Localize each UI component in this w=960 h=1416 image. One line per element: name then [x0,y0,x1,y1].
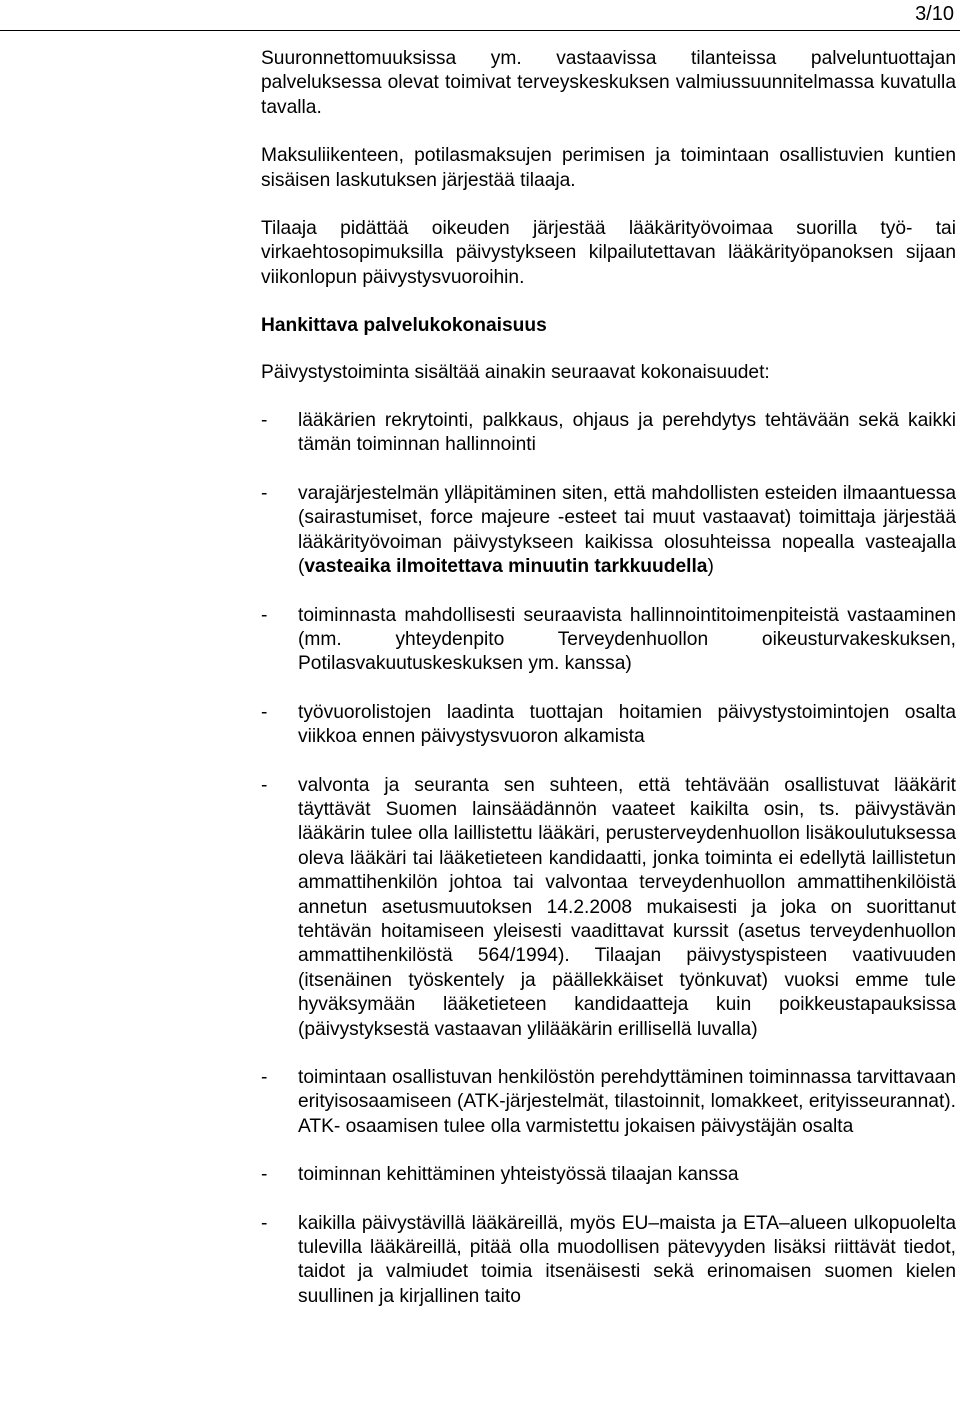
list-item [261,1066,956,1139]
list-item-text: toiminnasta mahdollisesti seuraavista hallinnointitoimenpiteistä vastaaminen (mm. yhteydenpito Terveydenhuollon oikeusturvakeskuksen, Potilasvakuutuskeskuksen ym. kanssa) [298,604,956,675]
service-list [261,409,956,1309]
paragraph-payments: Maksuliikenteen, potilasmaksujen perimisen ja toimintaan osallistuvien kuntien sisäisen laskutuksen järjestää tilaaja. [261,145,956,191]
list-item-text: toiminnan kehittäminen yhteistyössä tilaajan kanssa [298,1164,739,1186]
list-dash: - [261,701,268,723]
list-item-text-end: ) [707,556,714,578]
list-dash: - [261,1067,268,1088]
paragraph-reservation: Tilaaja pidättää oikeuden järjestää lääkärityövoimaa suorilla työ- tai virkaehtosopimuksilla päivystykseen kilpailutettavan lääkärityöpanoksen sijaan viikonlopun päivystysvuoroihin. [261,218,956,288]
list-item-text: varajärjestelmän ylläpitäminen siten, että mahdollisten esteiden ilmaantuessa (sairastumiset, force majeure -esteet tai muut vastaavat) toimittaja järjestää lääkärityövoiman päivystykseen kaikissa olosuhteissa nopealla vasteajalla ( [298,482,956,578]
list-item [261,604,956,677]
list-item [261,1163,956,1187]
list-item [261,774,956,1042]
list-dash: - [261,1212,268,1234]
page-number: 3/10 [915,3,954,25]
paragraph-emergency: Suuronnettomuuksissa ym. vastaavissa tilanteissa palveluntuottajan palveluksessa olevat toimivat terveyskeskuksen valmiussuunnitelmassa kuvatulla tavalla. [261,48,956,118]
list-dash: - [261,482,268,504]
list-item [261,409,956,458]
list-item-text: kaikilla päivystävillä lääkäreillä, myös EU–maista ja ETA–alueen ulkopuolelta tulevilla lääkäreillä, pitää olla muodollisen pätevyyden lisäksi riittävät tiedot, taidot ja valmiudet toimia itsenäisesti sekä erinomaisen suomen kielen suullinen ja kirjallinen taito [298,1212,956,1307]
list-item-text: lääkärien rekrytointi, palkkaus, ohjaus ja perehdytys tehtävään sekä kaikki tämän toiminnan hallinnointi [298,410,956,456]
section-heading: Hankittava palvelukokonaisuus [261,315,547,337]
list-item [261,1212,956,1310]
header-rule [0,30,960,31]
list-item [261,482,956,580]
document-body [261,47,956,1333]
section-intro: Päivystystoiminta sisältää ainakin seuraavat kokonaisuudet: [261,361,770,383]
list-item-text: toimintaan osallistuvan henkilöstön perehdyttäminen toiminnassa tarvittavaan erityisosaamiseen (ATK-järjestelmät, tilastoinnit, lomakkeet, erityisseurannat). ATK- osaamisen tulee olla varmistettu jokaisen päivystäjän osalta [298,1067,956,1137]
list-item-bold-text: vasteaika ilmoitettava minuutin tarkkuudella [304,556,708,578]
list-dash: - [261,604,268,626]
list-item-text: valvonta ja seuranta sen suhteen, että tehtävään osallistuvat lääkärit täyttävät Suomen lainsäädännön vaateet kaikilta osin, ts. päivystävän lääkärin tulee olla laillistettu lääkäri, perusterveydenhuollon lisäkoulutuksessa oleva lääkäri tai lääketieteen kandidaatti, jonka toiminta ei edellytä laillistetun ammattihenkilön johtoa tai valvontaa terveydenhuollon ammattihenkilöistä annetun asetusmuutoksen 14.2.2008 mukaisesti ja joka on suorittanut tehtävän hoitamiseen yleisesti vaadittavat kurssit (asetus terveydenhuollon ammattihenkilöstä 564/1994). Tilaajan päivystyspisteen vaativuuden (itsenäinen työskentely ja päällekkäiset työnkuvat) vuoksi emme tule hyväksymään lääketieteen kandidaatteja kuin poikkeustapauksissa (päivystyksestä vastaavan ylilääkärin erillisellä luvalla) [298,774,956,1040]
list-item-text: työvuorolistojen laadinta tuottajan hoitamien päivystystoimintojen osalta viikkoa ennen päivystysvuoron alkamista [298,701,956,748]
list-item [261,701,956,750]
list-dash: - [261,410,268,432]
list-dash: - [261,774,268,796]
list-dash: - [261,1164,268,1186]
